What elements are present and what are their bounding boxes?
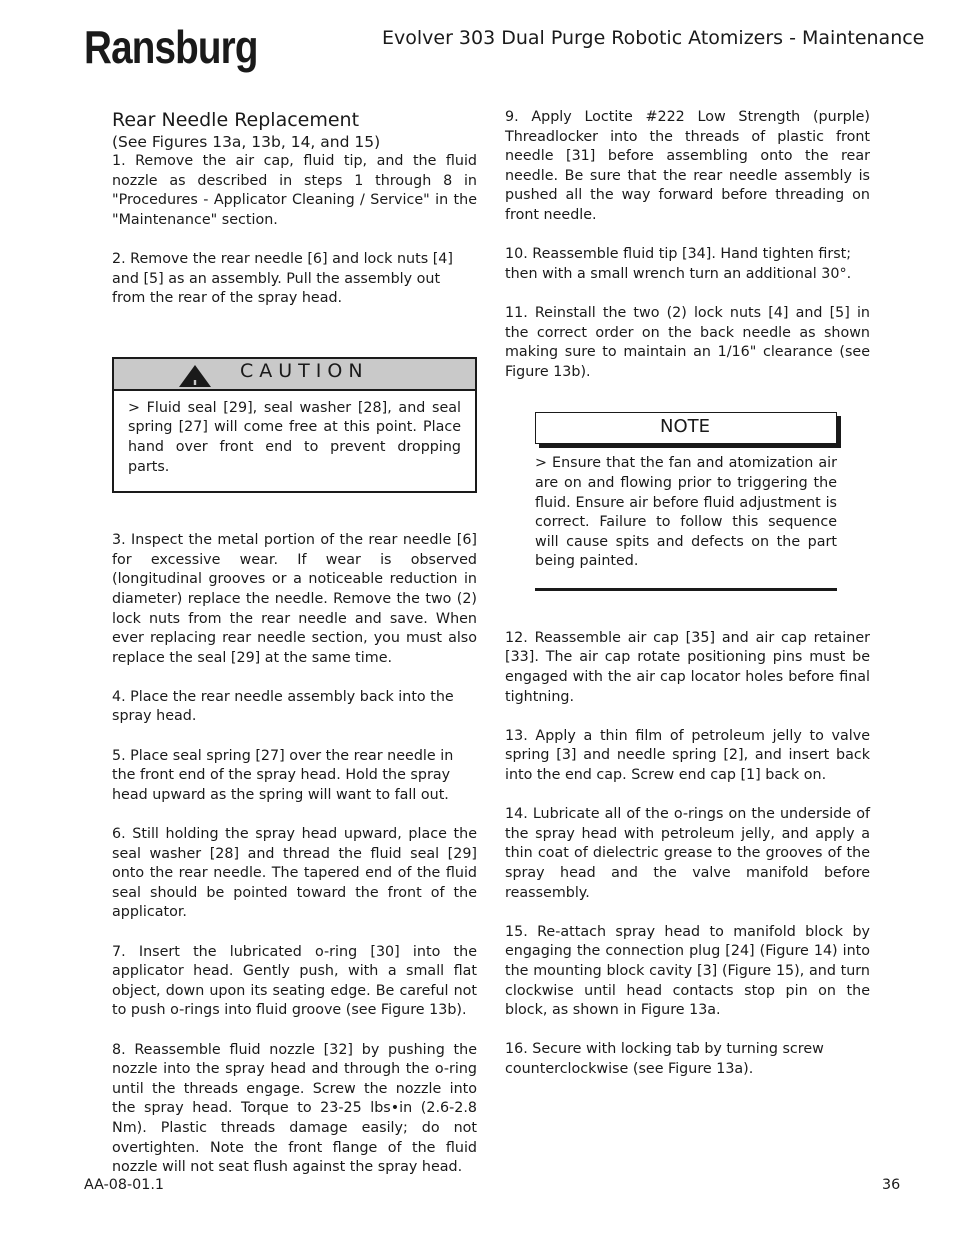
note-label: NOTE bbox=[660, 416, 711, 438]
caution-text: > Fluid seal [29], seal washer [28], and seal spring [27] will come free at this point. Place hand over front end to prevent dropping parts. bbox=[128, 399, 461, 475]
step-2: 2. Remove the rear needle [6] and lock nuts [4] and [5] as an assembly. Pull the assembly out from the rear of the spray head. bbox=[112, 250, 453, 307]
caution-label: CAUTION bbox=[240, 359, 369, 382]
step-5: 5. Place seal spring [27] over the rear needle in the front end of the spray head. Hold the spray head upward as the spring will want to fall out. bbox=[112, 747, 454, 803]
step-1: 1. Remove the air cap, fluid tip, and the fluid nozzle as described in steps 1 through 8 in "Procedures - Applicator Cleaning / Service" in the "Maintenance" section. bbox=[112, 153, 477, 228]
step-6: 6. Still holding the spray head upward, place the seal washer [28] and thread the fluid seal [29] onto the rear needle. The tapered end of the fluid seal should be pointed toward the front of the applicator. bbox=[112, 826, 477, 921]
section-heading: Rear Needle Replacement bbox=[112, 109, 360, 131]
step-3: 3. Inspect the metal portion of the rear needle [6] for excessive wear. If wear is observed (longitudinal grooves or a noticeable reduction in diameter) replace the needle. Remove the two (2) lock nuts from the rear needle and save. When ever replacing rear needle section, you must also replace the seal [29] at the same time. bbox=[112, 532, 477, 666]
step-12: 12. Reassemble air cap [35] and air cap retainer [33]. The air cap rotate positioning pins must be engaged with the air cap locator holes before final tightning. bbox=[505, 629, 870, 705]
step-13: 13. Apply a thin film of petroleum jelly to valve spring [3] and needle spring [2], and insert back into the end cap. Screw end cap [1] back on. bbox=[505, 727, 870, 784]
step-11: 11. Reinstall the two (2) lock nuts [4] and [5] in the correct order on the back needle as shown making sure to maintain an 1/16" clearance (see Figure 13b). bbox=[505, 304, 870, 380]
step-7: 7. Insert the lubricated o-ring [30] into the applicator head. Gently push, with a small flat object, down upon its seating edge. Be careful not to push o-rings into fluid groove (see Figure 13b). bbox=[112, 943, 477, 1019]
document-number: AA-08-01.1 bbox=[84, 1177, 164, 1193]
step-4: 4. Place the rear needle assembly back into the spray head. bbox=[112, 688, 454, 725]
step-8: 8. Reassemble fluid nozzle [32] by pushing the nozzle into the spray head and through the o-ring until the threads engage. Screw the nozzle into the spray head. Torque to 23-25 lbs•in (2.6-2.8 Nm). Plastic threads damage easily; do not overtighten. Note the front flange of the fluid nozzle will not seat flush against the spray head. bbox=[112, 1041, 477, 1176]
note-text: > Ensure that the fan and atomization air are on and flowing prior to triggering the fluid. Ensure air before fluid adjustment is correct. Failure to follow this sequence will cause spits and defects on the part being painted. bbox=[535, 455, 837, 570]
document-title: Evolver 303 Dual Purge Robotic Atomizers - Maintenance bbox=[382, 27, 925, 49]
note-box bbox=[535, 412, 837, 591]
warning-triangle-icon bbox=[178, 364, 212, 388]
step-10: 10. Reassemble fluid tip [34]. Hand tighten first; then with a small wrench turn an additional 30°. bbox=[505, 246, 852, 282]
step-14: 14. Lubricate all of the o-rings on the underside of the spray head with petroleum jelly, and apply a thin coat of dielectric grease to the grooves of the spray head and the valve manifold before reassembly. bbox=[505, 806, 870, 901]
caution-header bbox=[114, 359, 475, 391]
step-16: 16. Secure with locking tab by turning screw counterclockwise (see Figure 13a). bbox=[505, 1041, 824, 1077]
figures-reference: (See Figures 13a, 13b, 14, and 15) bbox=[112, 133, 381, 151]
ransburg-logo: Ransburg bbox=[84, 21, 258, 73]
page-number: 36 bbox=[882, 1177, 901, 1193]
caution-box bbox=[112, 357, 477, 493]
step-9: 9. Apply Loctite #222 Low Strength (purple) Threadlocker into the threads of plastic front needle [31] before assembling onto the rear needle. Be sure that the rear needle assembly is pushed all the way forward before threading on front needle. bbox=[505, 109, 870, 223]
note-header bbox=[535, 412, 837, 444]
step-15: 15. Re-attach spray head to manifold block by engaging the connection plug [24] (Figure 14) into the mounting block cavity [3] (Figure 15), and turn clockwise until head contacts stop pin on the block, as shown in Figure 13a. bbox=[505, 923, 870, 1019]
right-column bbox=[505, 108, 870, 1099]
left-column bbox=[112, 108, 477, 1197]
